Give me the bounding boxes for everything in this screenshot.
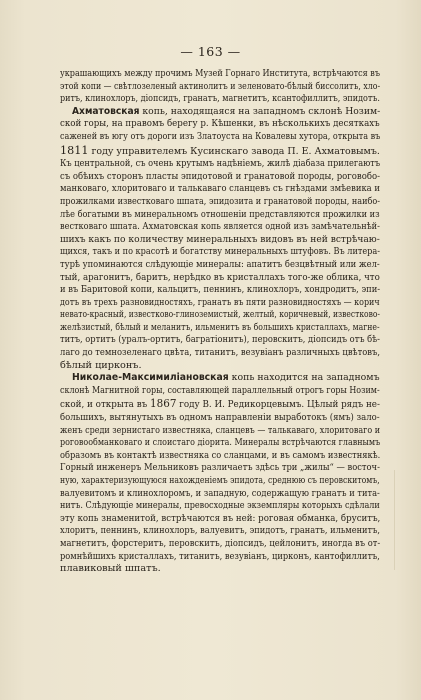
text-line: Къ центральной, съ очень крутымъ надѣніемъ, жилѣ діабаза прилегаютъ — [60, 158, 381, 170]
text-line: саженей въ югу отъ дороги изъ Златоуста на Ковалевы хутора, открыта въ — [60, 130, 381, 142]
text-line: ную, характеризующуюся нахожденіемъ эпидота, среднюю съ перовскитомъ, — [60, 475, 380, 486]
text-line — [60, 397, 380, 412]
text-line: прожилками известковаго шпата, эпидозита и гранатовой породы, наибо- — [60, 195, 380, 207]
text-line: шихъ какъ по количеству минеральныхъ видовъ въ ней встрѣчаю- — [60, 233, 380, 245]
text-line: вестковаго шпата. Ахматовская копь является одной изъ замѣчательнѣй- — [60, 221, 380, 233]
section-heading-nikolae-maksimilianovskaya: Николае-Максимиліановская — [72, 372, 229, 384]
text-line: лаго до темнозеленаго цвѣта, титанитъ, везувіанъ различныхъ цвѣтовъ, — [60, 347, 380, 359]
text-line: щихся, такъ и по красотѣ и богатству минеральныхъ штуфовъ. Въ литера- — [60, 246, 381, 258]
paragraph-akhmatovskaya — [60, 106, 380, 372]
text-fragment: году В. И. Редикорцевымъ. Цѣлый рядъ не- — [179, 399, 380, 411]
paragraph-museum — [60, 68, 380, 106]
text-line: нитъ. Слѣдующіе минералы, превосходные экземпляры которыхъ сдѣлали — [60, 500, 380, 512]
year-1867: 1867 — [150, 396, 177, 411]
text-line: невато-красный, известково-глиноземистый, желтый, коричневый, известково- — [60, 309, 380, 321]
text-line: склонѣ Магнитной горы, составляющей параллельный отрогъ горы Нозим- — [60, 384, 380, 396]
text-line: тый, арагонитъ, баритъ, нерѣдко въ кристаллахъ того-же облика, что — [60, 271, 380, 283]
text-line: лѣе богатыми въ минеральномъ отношеніи представляются прожилки из — [60, 208, 380, 220]
text-line: и въ Баритовой копи, кальцитъ, пеннинъ, клинохлоръ, хондродитъ, эпи- — [60, 284, 381, 296]
text-line: ромнѣйшихъ кристаллахъ, титанитъ, везувіанъ, цирконъ, кантофиллитъ, — [60, 550, 380, 562]
year-1811: 1811 — [60, 142, 89, 157]
text-line: женъ среди зернистаго известняка, сланцевъ — талькаваго, хлоритоваго и — [60, 424, 381, 436]
text-line: образомъ въ контактѣ известняка со сланцами, и въ самомъ известнякѣ. — [60, 449, 381, 461]
text-line: хлоритъ, пеннинъ, клинохлоръ, валуевитъ, эпидотъ, гранатъ, ильменитъ, — [60, 525, 380, 537]
text-line: желѣзистый, бѣлый и меланитъ, ильменитъ въ большихъ кристаллахъ, магне- — [60, 321, 380, 333]
page-text — [60, 68, 380, 576]
text-line: этой копи — свѣтлозеленый актинолитъ и зеленовато-бѣлый биссолитъ, хло- — [60, 80, 381, 92]
text-line: ской горы, на правомъ берегу р. Кѣшенки, въ нѣсколькихъ десяткахъ — [60, 118, 380, 130]
text-line: титъ, ортитъ (уралъ-ортитъ, багратіонитъ), перовскитъ, діопсидъ отъ бѣ- — [60, 334, 380, 346]
text-fragment: году управителемъ Кусинскаго завода П. Е. Ахматовымъ. — [91, 145, 380, 157]
page-number: — 163 — — [180, 44, 241, 59]
text-line: магнетитъ, форстеритъ, перовскитъ, діопсидъ, цейлонитъ, иногда въ от- — [60, 537, 381, 549]
text-line: Горный инженеръ Мельниковъ различаетъ здѣсь три „жилы“ — восточ- — [60, 462, 380, 474]
text-line: украшающихъ между прочимъ Музей Горнаго Института, встрѣчаются въ — [60, 68, 380, 79]
text-line: дотъ въ трехъ разновидностяхъ, гранатъ въ пяти разновидностяхъ — корич — [60, 296, 380, 308]
text-line: валуевитомъ и клинохлоромъ, и западную, содержащую гранатъ и тита- — [60, 487, 380, 499]
text-line: манковаго, хлоритоваго и талькаваго сланцевъ съ гнѣздами змѣевика и — [60, 183, 380, 195]
text-line: плавиковый шпатъ. — [60, 563, 161, 575]
text-fragment: копь находится на западномъ — [228, 372, 380, 384]
text-fragment: ской, и открыта въ — [60, 399, 148, 411]
text-line: турѣ упоминаются слѣдующіе минералы: апатитъ безцвѣтный или жел- — [60, 258, 380, 270]
paragraph-nikolae-maksimilianovskaya — [60, 372, 380, 576]
text-fragment: копь, находящаяся на западномъ склонѣ Нозим- — [139, 105, 381, 117]
text-line: бѣлый цирконъ. — [60, 359, 142, 371]
text-line: съ обѣихъ сторонъ пласты эпидотовой и гранатовой породы, роговобо- — [60, 170, 380, 182]
section-heading-akhmatovskaya: Ахматовская — [72, 105, 140, 117]
text-line: эту копь знаменитой, встрѣчаются въ ней: роговая обманка, бруситъ, — [60, 512, 381, 524]
text-line — [60, 372, 380, 385]
text-line: роговообманковаго и слоистаго діорита. Минералы встрѣчаются главнымъ — [60, 437, 381, 449]
text-line: ритъ, клинохлоръ, діопсидъ, гранатъ, магнетитъ, ксантофиллитъ, эпидотъ. — [60, 93, 380, 105]
text-line — [60, 106, 380, 119]
text-line: большихъ, вытянутыхъ въ одномъ направленіи выработокъ (ямъ) зало- — [60, 412, 380, 424]
page-edge-shadow — [394, 470, 409, 570]
text-line — [60, 144, 380, 159]
